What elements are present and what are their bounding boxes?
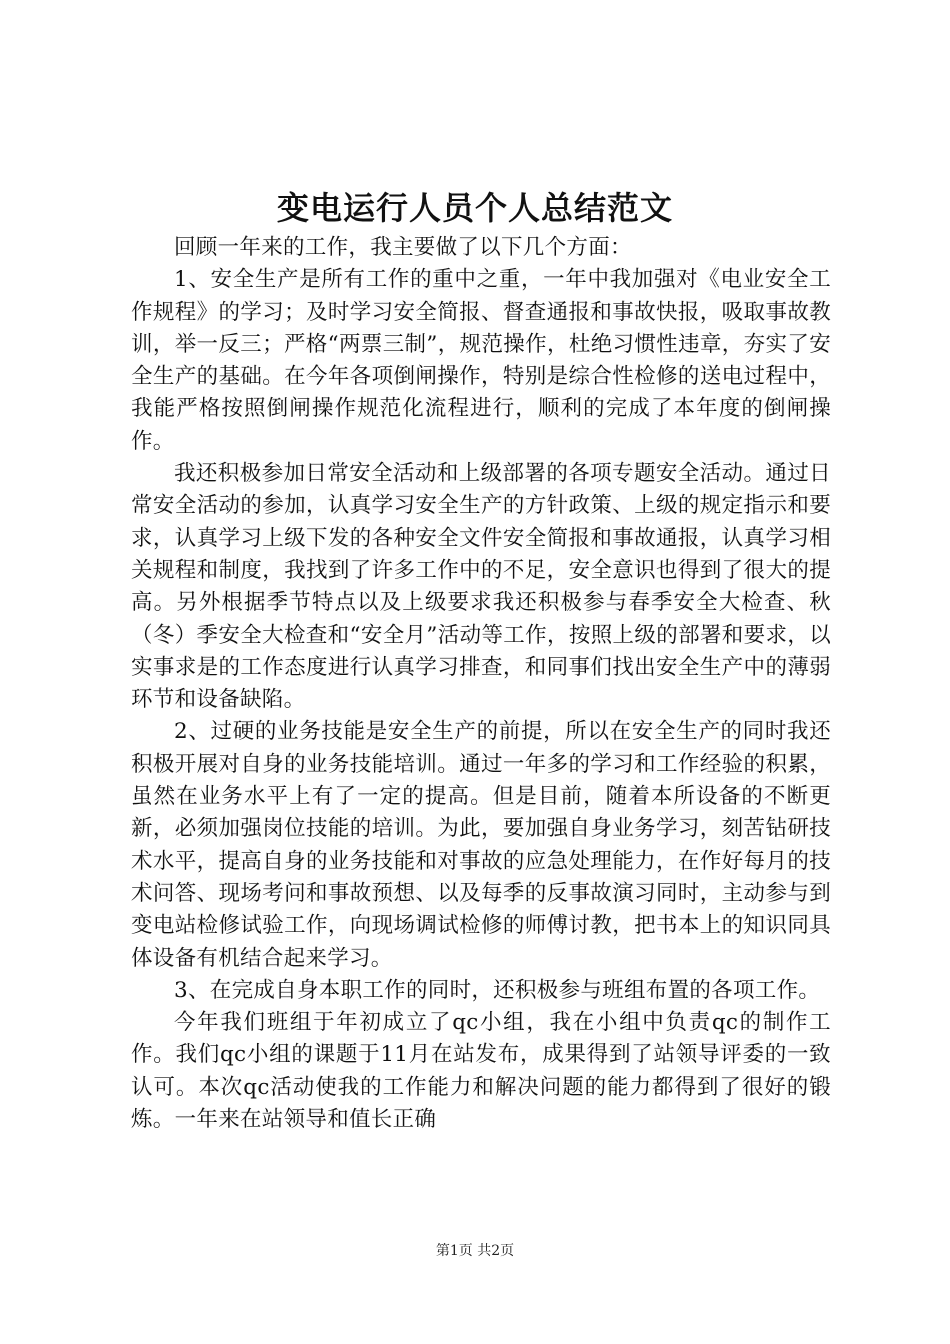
paragraph-intro: 回顾一年来的工作，我主要做了以下几个方面： <box>174 235 632 260</box>
paragraph-qc-group: 今年我们班组于年初成立了qc小组，我在小组中负责qc的制作工作。我们qc小组的课题于11月在站发布，成果得到了站领导评委的一致认可。本次qc活动使我的工作能力和解决问题的能力都得到了很好的锻炼。一年来在站领导和值长正确 <box>131 1010 831 1133</box>
paragraph-safety-production: 1、安全生产是所有工作的重中之重，一年中我加强对《电业安全工作规程》的学习；及时学习安全简报、督查通报和事故快报，吸取事故教训，举一反三；严格“两票三制”，规范操作，杜绝习惯性违章，夯实了安全生产的基础。在今年各项倒闸操作，特别是综合性检修的送电过程中，我能严格按照倒闸操作规范化流程进行，顺利的完成了本年度的倒闸操作。 <box>131 267 831 454</box>
page-number-footer: 第1页 共2页 <box>435 1243 515 1259</box>
document-title: 变电运行人员个人总结范文 <box>276 189 673 227</box>
document-body <box>131 232 831 1136</box>
paragraph-team-work: 3、在完成自身本职工作的同时，还积极参与班组布置的各项工作。 <box>174 977 821 1003</box>
paragraph-safety-activities: 我还积极参加日常安全活动和上级部署的各项专题安全活动。通过日常安全活动的参加，认真学习安全生产的方针政策、上级的规定指示和要求，认真学习上级下发的各种安全文件安全简报和事故通报，认真学习相关规程和制度，我找到了许多工作中的不足，安全意识也得到了很大的提高。另外根据季节特点以及上级要求我还积极参与春季安全大检查、秋（冬）季安全大检查和“安全月”活动等工作，按照上级的部署和要求，以实事求是的工作态度进行认真学习排查，和同事们找出安全生产中的薄弱环节和设备缺陷。 <box>131 461 831 713</box>
paragraph-skills-training: 2、过硬的业务技能是安全生产的前提，所以在安全生产的同时我还积极开展对自身的业务技能培训。通过一年多的学习和工作经验的积累，虽然在业务水平上有了一定的提高。但是目前，随着本所设备的不断更新，必须加强岗位技能的培训。为此，要加强自身业务学习，刻苦钻研技术水平，提高自身的业务技能和对事故的应急处理能力，在作好每月的技术问答、现场考问和事故预想、以及每季的反事故演习同时，主动参与到变电站检修试验工作，向现场调试检修的师傅讨教，把书本上的知识同具体设备有机结合起来学习。 <box>131 719 831 971</box>
